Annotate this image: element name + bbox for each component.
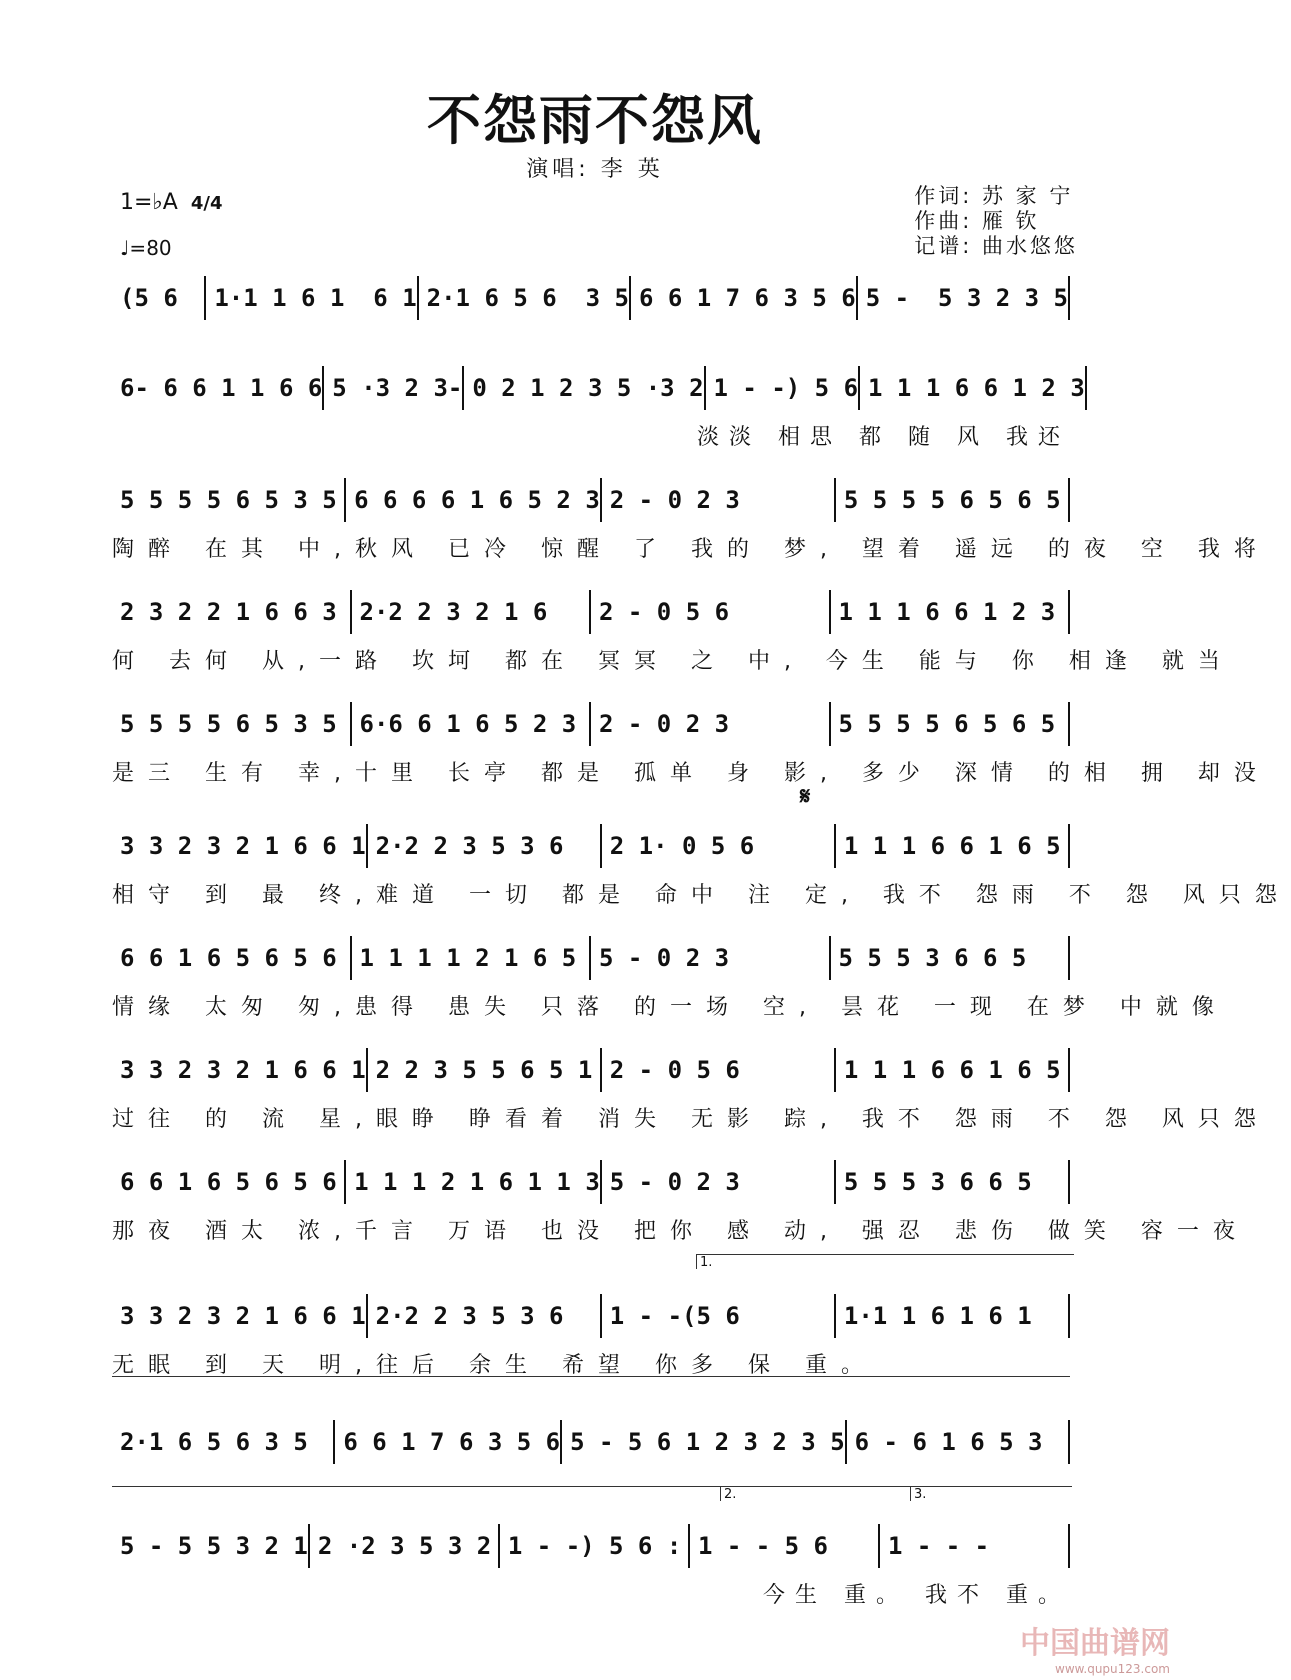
notation-line: [112, 1160, 1070, 1204]
measure: 1·1 1 6 1 6 1: [836, 1294, 1070, 1338]
measure: 1 1 1 6 6 1 6 5: [836, 824, 1070, 868]
credits-block: [914, 184, 1078, 259]
composer-credit: 作曲: 雁 钦: [914, 209, 1040, 233]
measure: 6 6 6 6 1 6 5 2 3: [346, 478, 602, 522]
notation-line: [112, 1420, 1070, 1464]
volta-label: 3.: [914, 1487, 927, 1502]
lyrics-line: 何 去何 从,一路 坎坷 都在 冥冥 之 中, 今生 能与 你 相逢 就当: [112, 649, 1234, 674]
measure: 2 2 3 5 5 6 5 1: [368, 1048, 602, 1092]
measure: 1 - - 5 6: [690, 1524, 880, 1568]
measure: 1·1 1 6 1 6 1: [206, 276, 418, 320]
tempo-marking: ♩=80: [120, 236, 172, 260]
measure: 5 - 5 6 1 2 3 2 3 5: [562, 1420, 847, 1464]
measure: 2 1· 0 5 6: [602, 824, 836, 868]
measure: 5 - 0 2 3: [591, 936, 831, 980]
measure: 2·1 6 5 6 3 5: [419, 276, 631, 320]
measure: 2 ·2 3 5 3 2: [310, 1524, 500, 1568]
volta-label: 2.: [724, 1487, 737, 1502]
notation-line: [112, 1294, 1070, 1338]
volta-2: [720, 1486, 910, 1501]
notation-line: [112, 1524, 1070, 1568]
measure: 6 6 1 7 6 3 5 6: [631, 276, 858, 320]
measure: 5 5 5 3 6 6 5: [831, 936, 1071, 980]
measure: 5 5 5 5 6 5 3 5: [112, 478, 346, 522]
transcriber-credit: 记谱: 曲水悠悠: [914, 234, 1078, 258]
measure: 6 6 1 6 5 6 5 6: [112, 1160, 346, 1204]
volta-label: 1.: [700, 1255, 713, 1270]
measure: 5 5 5 3 6 6 5: [836, 1160, 1070, 1204]
measure: 5 5 5 5 6 5 6 5: [836, 478, 1070, 522]
notation-line: [112, 1048, 1070, 1092]
notation-line: [112, 590, 1070, 634]
notation-line: [112, 936, 1070, 980]
volta-3: [910, 1486, 1072, 1501]
measure: 2 - 0 2 3: [591, 702, 831, 746]
lyrics-line: 是三 生有 幸,十里 长亭 都是 孤单 身 影, 多少 深情 的相 拥 却没: [112, 761, 1270, 786]
measure: 1 1 1 1 2 1 6 5: [352, 936, 592, 980]
measure: 2 3 2 2 1 6 6 3: [112, 590, 352, 634]
lyrics-line: 陶醉 在其 中,秋风 已冷 惊醒 了 我的 梦, 望着 遥远 的夜 空 我将: [112, 537, 1270, 562]
key-signature: [120, 190, 222, 215]
measure: 2·1 6 5 6 3 5: [112, 1420, 335, 1464]
measure: 1 - -) 5 6 :: [500, 1524, 690, 1568]
measure: 2 - 0 2 3: [602, 478, 836, 522]
lyrics-line: 那夜 酒太 浓,千言 万语 也没 把你 感 动, 强忍 悲伤 做笑 容一夜: [112, 1219, 1249, 1244]
lyrics-line: 相守 到 最 终,难道 一切 都是 命中 注 定, 我不 怨雨 不 怨 风只怨: [112, 883, 1291, 908]
singer-line: 演唱: 李 英: [526, 157, 664, 182]
watermark-logo: 中国曲谱网: [1020, 1626, 1170, 1661]
meter-text: 4/4: [190, 193, 223, 214]
measure: 6 6 1 7 6 3 5 6: [335, 1420, 562, 1464]
measure: 1 1 1 6 6 1 2 3: [831, 590, 1071, 634]
measure: 3 3 2 3 2 1 6 6 1: [112, 1294, 368, 1338]
measure: 2·2 2 3 5 3 6: [368, 824, 602, 868]
measure: 6- 6 6 1 1 6 6: [112, 366, 324, 410]
notation-line: [112, 702, 1070, 746]
measure: 6·6 6 1 6 5 2 3: [352, 702, 592, 746]
measure: 3 3 2 3 2 1 6 6 1: [112, 824, 368, 868]
measure: 6 6 1 6 5 6 5 6: [112, 936, 352, 980]
section-divider: [112, 1376, 1070, 1377]
notation-line: [112, 824, 1070, 868]
measure: 2 - 0 5 6: [591, 590, 831, 634]
measure: 1 - - -: [880, 1524, 1070, 1568]
segno-icon: 𝄋: [800, 782, 811, 810]
watermark-url: www.qupu123.com: [1055, 1662, 1170, 1676]
measure: 5 - 5 3 2 3 5: [858, 276, 1070, 320]
measure: 1 1 1 6 6 1 6 5: [836, 1048, 1070, 1092]
key-text: 1=♭A: [120, 190, 178, 215]
lyrics-line: 无眠 到 天 明,往后 余生 希望 你多 保 重。: [112, 1353, 877, 1378]
measure: 2·2 2 3 5 3 6: [368, 1294, 602, 1338]
measure: 0 2 1 2 3 5 ·3 2: [464, 366, 705, 410]
notation-line: [112, 366, 1085, 410]
measure: 6 - 6 1 6 5 3: [847, 1420, 1070, 1464]
measure: 5 ·3 2 3-: [324, 366, 464, 410]
measure: 5 5 5 5 6 5 6 5: [831, 702, 1071, 746]
lyrics-line: 今生 重。 我不 重。: [763, 1583, 1070, 1608]
lyrics-line: 过往 的 流 星,眼睁 睁看着 消失 无影 踪, 我不 怨雨 不 怨 风只怨: [112, 1107, 1270, 1132]
lyrics-line: 情缘 太匆 匆,患得 患失 只落 的一场 空, 昙花 一现 在梦 中就像: [112, 995, 1228, 1020]
measure: 2 - 0 5 6: [602, 1048, 836, 1092]
measure: 3 3 2 3 2 1 6 6 1: [112, 1048, 368, 1092]
measure: 1 - -) 5 6: [706, 366, 861, 410]
measure: 2·2 2 3 2 1 6: [352, 590, 592, 634]
volta-1: [696, 1254, 1074, 1269]
song-title: 不怨雨不怨风: [427, 88, 763, 152]
measure: 1 1 1 2 1 6 1 1 3: [346, 1160, 602, 1204]
measure: 5 - 0 2 3: [602, 1160, 836, 1204]
measure: 1 1 1 6 6 1 2 3: [860, 366, 1087, 410]
notation-line: [112, 276, 1070, 320]
lyricist-credit: 作词: 苏 家 宁: [914, 184, 1074, 208]
measure: (5 6: [112, 276, 206, 320]
lyrics-line: 淡淡 相思 都 随 风 我还: [697, 425, 1070, 450]
measure: 5 - 5 5 3 2 1: [112, 1524, 310, 1568]
measure: 5 5 5 5 6 5 3 5: [112, 702, 352, 746]
notation-line: [112, 478, 1070, 522]
measure: 1 - -(5 6: [602, 1294, 836, 1338]
